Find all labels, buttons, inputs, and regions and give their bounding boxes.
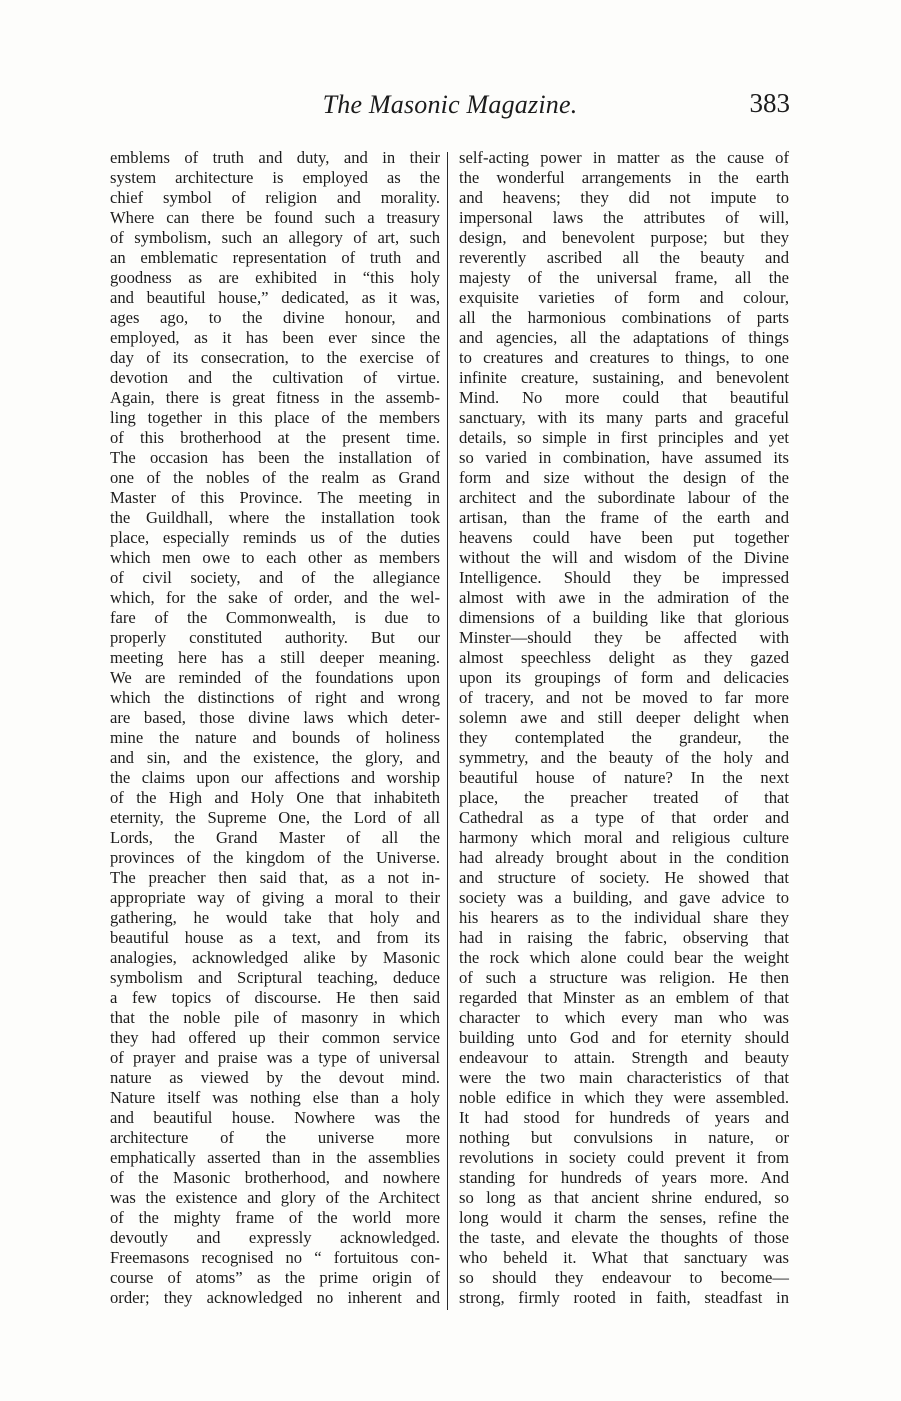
text-line: details, so simple in first principles and yet [459, 428, 789, 447]
text-line: mine the nature and bounds of holiness [110, 728, 440, 747]
text-line: were the two main characteristics of that [459, 1068, 789, 1087]
text-line: an emblematic representation of truth and [110, 248, 440, 267]
left-column [110, 148, 440, 1308]
text-line: infinite creature, sustaining, and benevolent [459, 368, 789, 387]
right-column [459, 148, 789, 1308]
text-line: goodness as are exhibited in “this holy [110, 268, 440, 287]
text-line: course of atoms” as the prime origin of [110, 1268, 440, 1287]
text-line: of this brotherhood at the present time. [110, 428, 440, 447]
text-line: the rock which alone could bear the weight [459, 948, 789, 967]
text-line: order; they acknowledged no inherent and [110, 1288, 440, 1307]
text-line: reverently ascribed all the beauty and [459, 248, 789, 267]
text-line: the wonderful arrangements in the earth [459, 168, 789, 187]
text-line: which men owe to each other as members [110, 548, 440, 567]
text-line: of such a structure was religion. He then [459, 968, 789, 987]
text-line: building unto God and for eternity should [459, 1028, 789, 1047]
text-line: architecture of the universe more [110, 1128, 440, 1147]
text-line: of tracery, and not be moved to far more [459, 688, 789, 707]
text-line: upon its groupings of form and delicacies [459, 668, 789, 687]
text-line: beautiful house of nature? In the next [459, 768, 789, 787]
text-line: all the harmonious combinations of parts [459, 308, 789, 327]
text-line: majesty of the universal frame, all the [459, 268, 789, 287]
text-line: Nature itself was nothing else than a holy [110, 1088, 440, 1107]
text-line: revolutions in society could prevent it from [459, 1148, 789, 1167]
text-line: analogies, acknowledged alike by Masonic [110, 948, 440, 967]
text-line: standing for hundreds of years more. And [459, 1168, 789, 1187]
text-line: artisan, than the frame of the earth and [459, 508, 789, 527]
text-line: The preacher then said that, as a not in- [110, 868, 440, 887]
text-line: Intelligence. Should they be impressed [459, 568, 789, 587]
text-line: Minster—should they be affected with [459, 628, 789, 647]
running-title: The Masonic Magazine. [322, 90, 578, 119]
text-line: and beautiful house. Nowhere was the [110, 1108, 440, 1127]
text-line: design, and benevolent purpose; but they [459, 228, 789, 247]
text-line: regarded that Minster as an emblem of that [459, 988, 789, 1007]
text-line: to creatures and creatures to things, to one [459, 348, 789, 367]
text-line: gathering, he would take that holy and [110, 908, 440, 927]
text-line: exquisite varieties of form and colour, [459, 288, 789, 307]
text-line: eternity, the Supreme One, the Lord of all [110, 808, 440, 827]
column-divider [447, 152, 448, 1310]
text-line: provinces of the kingdom of the Universe. [110, 848, 440, 867]
text-line: a few topics of discourse. He then said [110, 988, 440, 1007]
text-line: of the Masonic brotherhood, and nowhere [110, 1168, 440, 1187]
text-line: are based, those divine laws which deter- [110, 708, 440, 727]
text-line: the taste, and elevate the thoughts of those [459, 1228, 789, 1247]
text-line: properly constituted authority. But our [110, 628, 440, 647]
text-line: and beautiful house,” dedicated, as it was, [110, 288, 440, 307]
text-line: and heavens; they did not impute to [459, 188, 789, 207]
text-line: ling together in this place of the members [110, 408, 440, 427]
text-line: of civil society, and of the allegiance [110, 568, 440, 587]
text-line: long would it charm the senses, refine the [459, 1208, 789, 1227]
page-number: 383 [749, 88, 790, 118]
text-line: that the noble pile of masonry in which [110, 1008, 440, 1027]
text-line: appropriate way of giving a moral to their [110, 888, 440, 907]
text-line: place, the preacher treated of that [459, 788, 789, 807]
text-line: ages ago, to the divine honour, and [110, 308, 440, 327]
text-line: so varied in combination, have assumed its [459, 448, 789, 467]
text-line: employed, as it has been ever since the [110, 328, 440, 347]
text-line: heavens could have been put together [459, 528, 789, 547]
text-line: devoutly and expressly acknowledged. [110, 1228, 440, 1247]
text-line: The occasion has been the installation of [110, 448, 440, 467]
text-line: nature as viewed by the devout mind. [110, 1068, 440, 1087]
text-line: harmony which moral and religious culture [459, 828, 789, 847]
text-line: form and size without the design of the [459, 468, 789, 487]
text-line: devotion and the cultivation of virtue. [110, 368, 440, 387]
text-line: Freemasons recognised no “ fortuitous con- [110, 1248, 440, 1267]
text-line: society was a building, and gave advice to [459, 888, 789, 907]
text-line: beautiful house as a text, and from its [110, 928, 440, 947]
text-line: place, especially reminds us of the duties [110, 528, 440, 547]
text-line: endeavour to attain. Strength and beauty [459, 1048, 789, 1067]
text-line: system architecture is employed as the [110, 168, 440, 187]
text-line: who beheld it. What that sanctuary was [459, 1248, 789, 1267]
text-line: symbolism and Scriptural teaching, deduce [110, 968, 440, 987]
text-line: noble edifice in which they were assembled. [459, 1088, 789, 1107]
text-line: solemn awe and still deeper delight when [459, 708, 789, 727]
text-line: and structure of society. He showed that [459, 868, 789, 887]
text-line: of the High and Holy One that inhabiteth [110, 788, 440, 807]
text-line: Again, there is great fitness in the assemb- [110, 388, 440, 407]
text-line: so long as that ancient shrine endured, so [459, 1188, 789, 1207]
text-line: they had offered up their common service [110, 1028, 440, 1047]
running-head [0, 86, 901, 126]
text-line: sanctuary, with its many parts and graceful [459, 408, 789, 427]
text-line: the claims upon our affections and worship [110, 768, 440, 787]
text-line: so should they endeavour to become— [459, 1268, 789, 1287]
text-line: without the will and wisdom of the Divine [459, 548, 789, 567]
text-line: symmetry, and the beauty of the holy and [459, 748, 789, 767]
text-line: day of its consecration, to the exercise of [110, 348, 440, 367]
text-line: had in raising the fabric, observing that [459, 928, 789, 947]
text-line: Mind. No more could that beautiful [459, 388, 789, 407]
text-line: which the distinctions of right and wrong [110, 688, 440, 707]
text-line: almost with awe in the admiration of the [459, 588, 789, 607]
text-line: dimensions of a building like that glorious [459, 608, 789, 627]
text-line: Lords, the Grand Master of all the [110, 828, 440, 847]
text-line: architect and the subordinate labour of the [459, 488, 789, 507]
text-line: of symbolism, such an allegory of art, such [110, 228, 440, 247]
text-line: which, for the sake of order, and the wel- [110, 588, 440, 607]
text-line: had already brought about in the condition [459, 848, 789, 867]
text-line: almost speechless delight as they gazed [459, 648, 789, 667]
text-line: We are reminded of the foundations upon [110, 668, 440, 687]
text-line: of the mighty frame of the world more [110, 1208, 440, 1227]
text-line: fare of the Commonwealth, is due to [110, 608, 440, 627]
text-line: Where can there be found such a treasury [110, 208, 440, 227]
text-line: Cathedral as a type of that order and [459, 808, 789, 827]
text-line: his hearers as to the individual share they [459, 908, 789, 927]
text-line: It had stood for hundreds of years and [459, 1108, 789, 1127]
text-line: of prayer and praise was a type of universal [110, 1048, 440, 1067]
text-line: nothing but convulsions in nature, or [459, 1128, 789, 1147]
text-line: one of the nobles of the realm as Grand [110, 468, 440, 487]
text-line: strong, firmly rooted in faith, steadfast in [459, 1288, 789, 1307]
text-line: they contemplated the grandeur, the [459, 728, 789, 747]
text-line: meeting here has a still deeper meaning. [110, 648, 440, 667]
text-line: emphatically asserted than in the assemblies [110, 1148, 440, 1167]
text-line: self-acting power in matter as the cause of [459, 148, 789, 167]
text-line: character to which every man who was [459, 1008, 789, 1027]
text-line: the Guildhall, where the installation took [110, 508, 440, 527]
text-line: Master of this Province. The meeting in [110, 488, 440, 507]
text-line: and sin, and the existence, the glory, and [110, 748, 440, 767]
text-line: and agencies, all the adaptations of things [459, 328, 789, 347]
text-line: was the existence and glory of the Architect [110, 1188, 440, 1207]
text-line: chief symbol of religion and morality. [110, 188, 440, 207]
text-line: emblems of truth and duty, and in their [110, 148, 440, 167]
text-line: impersonal laws the attributes of will, [459, 208, 789, 227]
